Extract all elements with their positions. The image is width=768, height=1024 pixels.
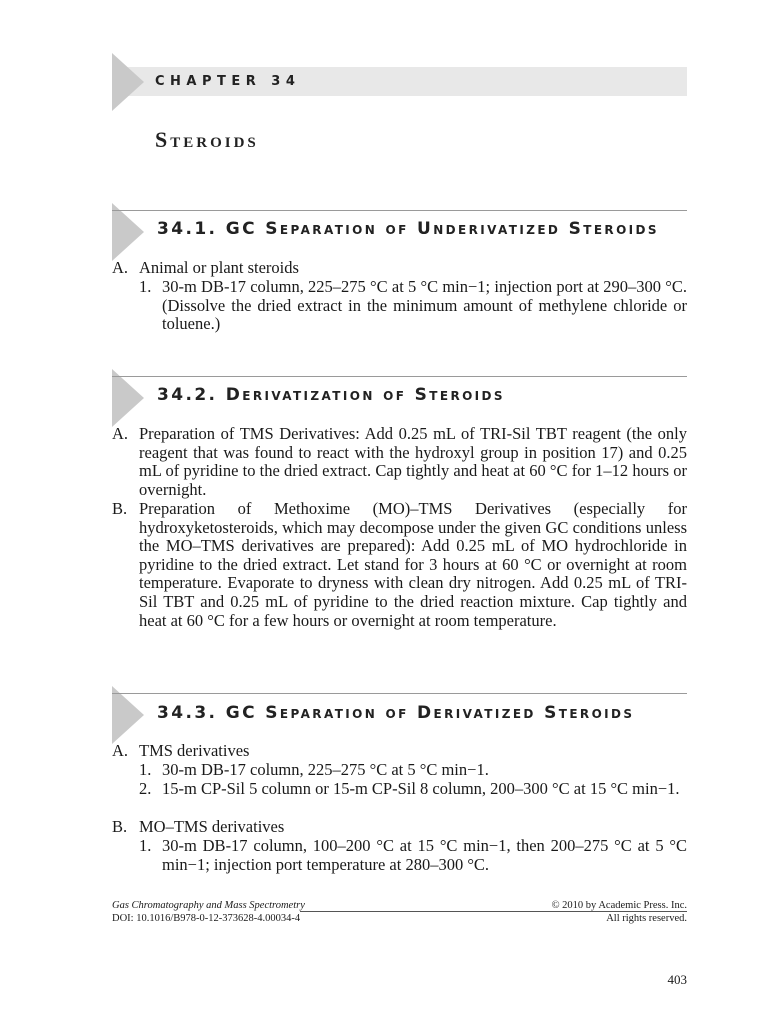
- section-rule: [112, 376, 687, 377]
- section-arrow-icon: [112, 686, 144, 744]
- footer-left: [112, 899, 305, 925]
- section-arrow-icon: [112, 369, 144, 427]
- list-item: [112, 500, 687, 630]
- item-text: Preparation of TMS Derivatives: Add 0.25 mL of TRI-Sil TBT reagent (the only reagent that was found to react with the hydroxyl group in position 17) and 0.25 mL of pyridine to the dried extract. Cap tightly and heat at 60 °C for 1–12 hours or overnight.: [139, 424, 687, 499]
- section-heading: [157, 703, 634, 723]
- section-heading: [157, 219, 659, 239]
- section-rule: [112, 693, 687, 694]
- item-text: Animal or plant steroids: [139, 258, 299, 277]
- subitem-label: 1.: [139, 836, 152, 855]
- section-rule: [112, 210, 687, 211]
- chapter-label: CHAPTER 34: [155, 74, 301, 89]
- section-heading: [157, 385, 505, 405]
- chapter-title: Steroids: [155, 127, 259, 152]
- section-title: GC Separation of Underivatized Steroids: [225, 219, 659, 239]
- subitem-text: 15-m CP-Sil 5 column or 15-m CP-Sil 8 column, 200–300 °C at 15 °C min−1.: [162, 779, 680, 798]
- sub-list-item: [139, 761, 687, 780]
- item-label: A.: [112, 741, 129, 760]
- item-label: B.: [112, 499, 128, 518]
- item-label: A.: [112, 424, 129, 443]
- item-text: Preparation of Methoxime (MO)–TMS Derivatives (especially for hydroxyketosteroids, which may decompose under the given GC conditions unless the MO–TMS derivatives are prepared): Add 0.25 mL of MO hydrochloride in pyridine to the dried extract. Let stand for 3 hours at 60 °C or overnight at room temperature. Evaporate to dryness with clean dry nitrogen. Add 0.25 mL of TRI-Sil TBT and 0.25 mL of pyridine to the dried reaction mixture. Cap tightly and heat at 60 °C for a few hours or overnight at room temperature.: [139, 499, 687, 630]
- item-label: A.: [112, 258, 129, 277]
- copyright: © 2010 by Academic Press. Inc.: [551, 900, 687, 911]
- subitem-label: 1.: [139, 277, 152, 296]
- subitem-label: 1.: [139, 760, 152, 779]
- subitem-text: 30-m DB-17 column, 225–275 °C at 5 °C min−1; injection port at 290–300 °C. (Dissolve the dried extract in the minimum amount of methylene chloride or toluene.): [162, 277, 687, 334]
- list-item: [112, 259, 687, 278]
- list-item: [112, 425, 687, 499]
- section-number: 34.2.: [157, 385, 218, 405]
- section-number: 34.1.: [157, 219, 218, 239]
- chapter-arrow-icon: [112, 53, 144, 111]
- book-title: Gas Chromatography and Mass Spectrometry: [112, 900, 305, 911]
- subitem-label: 2.: [139, 779, 152, 798]
- item-text: MO–TMS derivatives: [139, 817, 285, 836]
- subitem-text: 30-m DB-17 column, 225–275 °C at 5 °C min−1.: [162, 760, 489, 779]
- item-label: B.: [112, 817, 128, 836]
- list-item: [112, 818, 687, 837]
- sub-list-item: [139, 780, 687, 799]
- rights: All rights reserved.: [606, 913, 687, 924]
- sub-list-item: [139, 278, 687, 334]
- page-number: 403: [667, 972, 687, 987]
- list-item: [112, 742, 687, 761]
- subitem-text: 30-m DB-17 column, 100–200 °C at 15 °C min−1, then 200–275 °C at 5 °C min−1; injection port temperature at 280–300 °C.: [162, 836, 687, 874]
- sub-list-item: [139, 837, 687, 874]
- item-text: TMS derivatives: [139, 741, 250, 760]
- section-number: 34.3.: [157, 703, 218, 723]
- section-arrow-icon: [112, 203, 144, 261]
- doi: DOI: 10.1016/B978-0-12-373628-4.00034-4: [112, 913, 301, 924]
- footer-right: [552, 899, 687, 925]
- section-title: Derivatization of Steroids: [225, 385, 505, 405]
- section-title: GC Separation of Derivatized Steroids: [225, 703, 635, 723]
